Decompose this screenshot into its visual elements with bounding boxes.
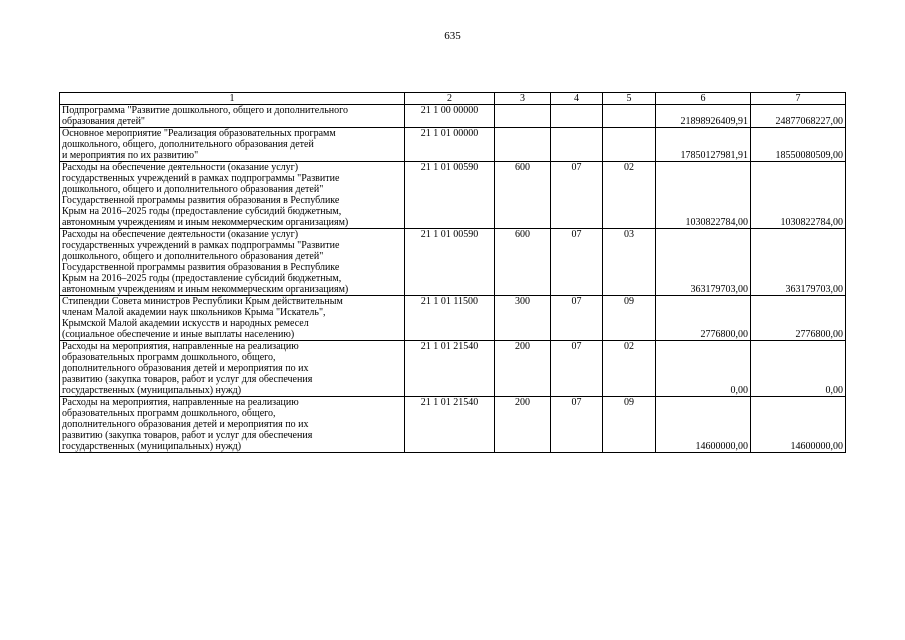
row-col-3: 600 <box>495 162 551 229</box>
row-amount-6: 1030822784,00 <box>656 162 751 229</box>
row-code: 21 1 01 00590 <box>405 162 495 229</box>
table-row <box>60 341 846 397</box>
row-description <box>60 296 405 341</box>
header-col-7: 7 <box>751 93 846 105</box>
page-number: 635 <box>444 30 461 42</box>
row-code: 21 1 01 11500 <box>405 296 495 341</box>
description-line: и мероприятия по их развитию" <box>62 150 199 161</box>
row-code: 21 1 01 21540 <box>405 341 495 397</box>
row-amount-7: 1030822784,00 <box>751 162 846 229</box>
row-col-5 <box>603 128 656 162</box>
header-col-6: 6 <box>656 93 751 105</box>
row-amount-7: 18550080509,00 <box>751 128 846 162</box>
description-line: Расходы на обеспечение деятельности (оказание услуг) <box>62 162 299 173</box>
description-line: дошкольного, общего и дополнительного образования детей" <box>62 184 324 195</box>
row-description <box>60 397 405 453</box>
row-code: 21 1 01 21540 <box>405 397 495 453</box>
description-line: государственных учреждений в рамках подпрограммы "Развитие <box>62 240 340 251</box>
row-col-5 <box>603 105 656 128</box>
table-row <box>60 397 846 453</box>
row-col-3 <box>495 128 551 162</box>
table-row <box>60 105 846 128</box>
header-col-1: 1 <box>60 93 405 105</box>
row-col-5: 02 <box>603 341 656 397</box>
table-row <box>60 229 846 296</box>
row-col-3: 200 <box>495 397 551 453</box>
row-code: 21 1 01 00590 <box>405 229 495 296</box>
header-col-5: 5 <box>603 93 656 105</box>
row-col-5: 09 <box>603 397 656 453</box>
row-col-3: 200 <box>495 341 551 397</box>
row-amount-6: 14600000,00 <box>656 397 751 453</box>
row-col-5: 02 <box>603 162 656 229</box>
row-amount-7: 2776800,00 <box>751 296 846 341</box>
budget-table <box>59 92 846 453</box>
description-line: развитию (закупка товаров, работ и услуг для обеспечения <box>62 430 313 441</box>
description-line: Государственной программы развития образования в Республике <box>62 262 340 273</box>
description-line: (социальное обеспечение и иные выплаты населению) <box>62 329 295 340</box>
description-line: Подпрограмма "Развитие дошкольного, общего и дополнительного <box>62 105 348 116</box>
description-line: членам Малой академии наук школьников Крыма "Искатель", <box>62 307 326 318</box>
description-line: образования детей" <box>62 116 146 127</box>
header-col-4: 4 <box>551 93 603 105</box>
description-line: автономным учреждениям и иным некоммерческим организациям) <box>62 284 349 295</box>
description-line: Основное мероприятие "Реализация образовательных программ <box>62 128 336 139</box>
row-col-4: 07 <box>551 341 603 397</box>
row-description <box>60 105 405 128</box>
description-line: образовательных программ дошкольного, общего, <box>62 408 276 419</box>
description-line: Государственной программы развития образования в Республике <box>62 195 340 206</box>
header-col-3: 3 <box>495 93 551 105</box>
row-description <box>60 128 405 162</box>
row-amount-7: 363179703,00 <box>751 229 846 296</box>
description-line: Расходы на обеспечение деятельности (оказание услуг) <box>62 229 299 240</box>
row-amount-6: 21898926409,91 <box>656 105 751 128</box>
row-col-3: 600 <box>495 229 551 296</box>
table-row <box>60 296 846 341</box>
description-line: дошкольного, общего, дополнительного образования детей <box>62 139 314 150</box>
description-line: Стипендии Совета министров Республики Крым действительным <box>62 296 343 307</box>
row-amount-6: 0,00 <box>656 341 751 397</box>
row-code: 21 1 00 00000 <box>405 105 495 128</box>
row-amount-6: 2776800,00 <box>656 296 751 341</box>
row-col-4 <box>551 105 603 128</box>
description-line: образовательных программ дошкольного, общего, <box>62 352 276 363</box>
header-col-2: 2 <box>405 93 495 105</box>
row-col-3: 300 <box>495 296 551 341</box>
description-line: дополнительного образования детей и мероприятия по их <box>62 419 309 430</box>
description-line: Расходы на мероприятия, направленные на реализацию <box>62 397 299 408</box>
row-col-4: 07 <box>551 229 603 296</box>
description-line: государственных (муниципальных) нужд) <box>62 385 242 396</box>
row-col-4: 07 <box>551 397 603 453</box>
row-col-4 <box>551 128 603 162</box>
description-line: автономным учреждениям и иным некоммерческим организациям) <box>62 217 349 228</box>
row-amount-7: 24877068227,00 <box>751 105 846 128</box>
description-line: Расходы на мероприятия, направленные на реализацию <box>62 341 299 352</box>
description-line: дополнительного образования детей и мероприятия по их <box>62 363 309 374</box>
description-line: государственных учреждений в рамках подпрограммы "Развитие <box>62 173 340 184</box>
row-col-5: 09 <box>603 296 656 341</box>
table-row <box>60 128 846 162</box>
row-amount-6: 17850127981,91 <box>656 128 751 162</box>
row-col-3 <box>495 105 551 128</box>
row-col-5: 03 <box>603 229 656 296</box>
description-line: Крым на 2016–2025 годы (предоставление субсидий бюджетным, <box>62 206 342 217</box>
row-description <box>60 162 405 229</box>
row-amount-7: 0,00 <box>751 341 846 397</box>
row-col-4: 07 <box>551 296 603 341</box>
description-line: дошкольного, общего и дополнительного образования детей" <box>62 251 324 262</box>
description-line: Крым на 2016–2025 годы (предоставление субсидий бюджетным, <box>62 273 342 284</box>
row-code: 21 1 01 00000 <box>405 128 495 162</box>
header-row <box>60 93 846 105</box>
table-row <box>60 162 846 229</box>
description-line: Крымской Малой академии искусств и народных ремесел <box>62 318 309 329</box>
description-line: развитию (закупка товаров, работ и услуг для обеспечения <box>62 374 313 385</box>
row-col-4: 07 <box>551 162 603 229</box>
table-body <box>60 105 846 453</box>
row-description <box>60 229 405 296</box>
row-description <box>60 341 405 397</box>
row-amount-6: 363179703,00 <box>656 229 751 296</box>
row-amount-7: 14600000,00 <box>751 397 846 453</box>
description-line: государственных (муниципальных) нужд) <box>62 441 242 452</box>
